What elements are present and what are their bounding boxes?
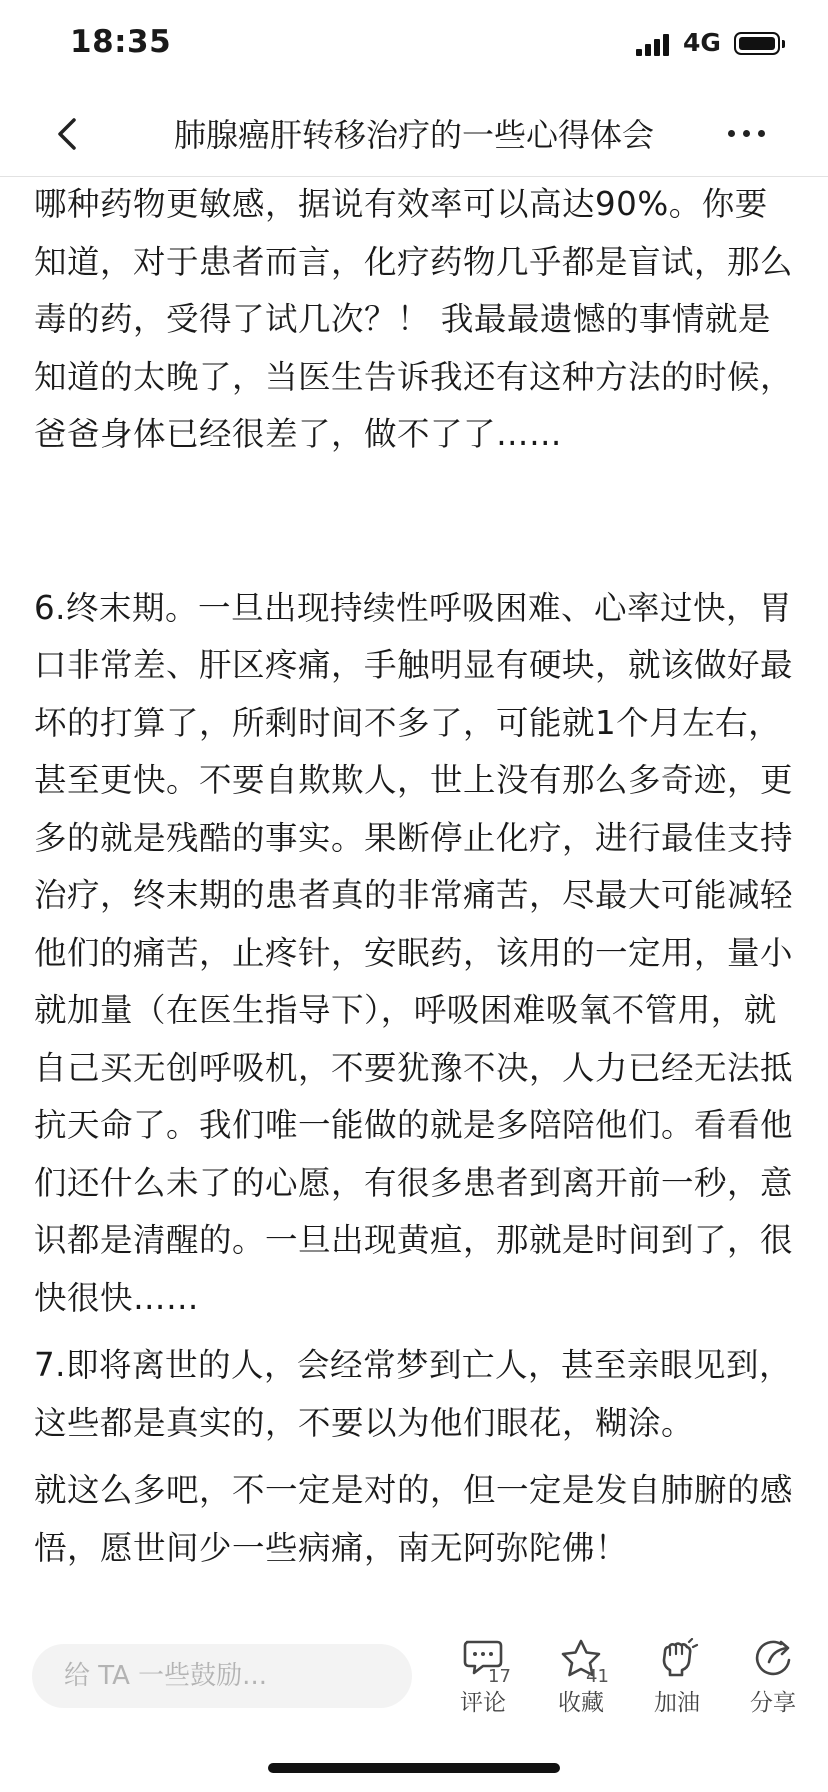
- status-bar: [0, 0, 828, 92]
- article-paragraph: 7.即将离世的人，会经常梦到亡人，甚至亲眼见到，这些都是真实的，不要以为他们眼花，糊涂。: [34, 1346, 793, 1442]
- comment-label: 评论: [460, 1690, 506, 1716]
- comment-button[interactable]: [438, 1638, 528, 1738]
- article-body: [34, 176, 798, 1577]
- article-paragraph: 6.终末期。一旦出现持续性呼吸困难、心率过快，胃口非常差、肝区疼痛，手触明显有硬块，就该做好最坏的打算了，所剩时间不多了，可能就1个月左右，甚至更快。不要自欺欺人，世上没有那么多奇迹，更多的就是残酷的事实。果断停止化疗，进行最佳支持治疗，终末期的患者真的非常痛苦，尽最大可能减轻他们的痛苦，止疼针，安眠药，该用的一定用，量小就加量（在医生指导下），呼吸困难吸氧不管用，就自己买无创呼吸机，不要犹豫不决，人力已经无法抵抗天命了。我们唯一能做的就是多陪陪他们。看看他们还什么未了的心愿，有很多患者到离开前一秒，意识都是清醒的。一旦出现黄疸，那就是时间到了，很快很快……: [34, 588, 794, 1317]
- signal-icon: [636, 34, 672, 56]
- favorite-label: 收藏: [558, 1690, 604, 1716]
- page-title: 肺腺癌肝转移治疗的一些心得体会: [173, 116, 654, 154]
- comment-count: 17: [488, 1666, 511, 1687]
- home-indicator[interactable]: [268, 1763, 560, 1773]
- more-icon[interactable]: [728, 130, 768, 140]
- cheer-label: 加油: [654, 1690, 700, 1716]
- article-paragraph: 就这么多吧，不一定是对的，但一定是发自肺腑的感悟，愿世间少一些病痛，南无阿弥陀佛！: [34, 1471, 794, 1567]
- article-paragraph: 哪种药物更敏感，据说有效率可以高达90%。你要知道，对于患者而言，化疗药物几乎都是盲试，那么毒的药，受得了试几次？！ 我最最遗憾的事情就是知道的太晚了，当医生告诉我还有这种方法的时候，爸爸身体已经很差了，做不了了……: [34, 185, 794, 453]
- nav-bar: [0, 92, 828, 177]
- back-icon[interactable]: [50, 116, 86, 152]
- favorite-button[interactable]: [536, 1638, 626, 1738]
- favorite-count: 41: [586, 1666, 609, 1687]
- share-label: 分享: [750, 1690, 796, 1716]
- battery-icon: [734, 32, 780, 55]
- fist-icon: [655, 1638, 699, 1678]
- comment-input[interactable]: [32, 1644, 412, 1708]
- status-time: 18:35: [70, 24, 172, 60]
- share-button[interactable]: [728, 1638, 818, 1738]
- bottom-action-bar: [0, 1620, 828, 1740]
- network-type: 4G: [683, 28, 721, 57]
- cheer-button[interactable]: [632, 1638, 722, 1738]
- share-icon: [751, 1638, 795, 1678]
